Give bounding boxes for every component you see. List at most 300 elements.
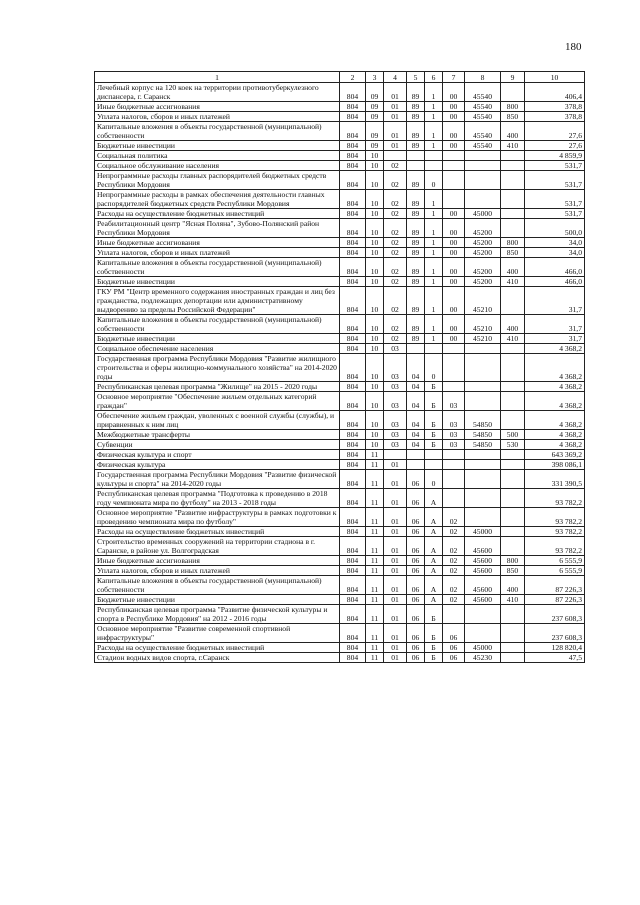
row-value-cell: 0 <box>425 470 443 489</box>
row-value-cell <box>465 190 501 209</box>
row-name-cell: Основное мероприятие "Развитие инфраструктуры в рамках подготовки к проведению чемпионата мира по футболу" <box>95 508 340 527</box>
row-value-cell: 804 <box>340 334 366 344</box>
row-value-cell: 45200 <box>465 277 501 287</box>
row-value-cell: 4 859,9 <box>525 151 585 161</box>
row-value-cell <box>443 470 465 489</box>
row-value-cell <box>465 605 501 624</box>
row-value-cell: 89 <box>407 122 425 141</box>
row-value-cell: А <box>425 556 443 566</box>
row-value-cell: 93 782,2 <box>525 489 585 508</box>
row-value-cell <box>501 161 525 171</box>
row-value-cell: 03 <box>384 344 407 354</box>
row-value-cell: 01 <box>384 122 407 141</box>
row-value-cell: 804 <box>340 460 366 470</box>
row-value-cell: 10 <box>366 219 384 238</box>
row-value-cell: 804 <box>340 489 366 508</box>
row-value-cell: 804 <box>340 595 366 605</box>
row-value-cell: 06 <box>407 556 425 566</box>
row-name-cell: Уплата налогов, сборов и иных платежей <box>95 566 340 576</box>
row-value-cell: 45000 <box>465 643 501 653</box>
row-value-cell <box>465 450 501 460</box>
column-header: 8 <box>465 72 501 83</box>
row-name-cell: Иные бюджетные ассигнования <box>95 102 340 112</box>
row-value-cell: 406,4 <box>525 83 585 102</box>
row-value-cell: 45600 <box>465 556 501 566</box>
row-value-cell: 34,0 <box>525 238 585 248</box>
table-row <box>95 190 585 209</box>
row-value-cell: 06 <box>443 653 465 663</box>
row-value-cell: 11 <box>366 489 384 508</box>
row-value-cell: 02 <box>384 219 407 238</box>
row-value-cell: 804 <box>340 470 366 489</box>
row-value-cell: 804 <box>340 248 366 258</box>
row-value-cell: 01 <box>384 83 407 102</box>
table-row <box>95 508 585 527</box>
row-value-cell: 89 <box>407 334 425 344</box>
row-value-cell: 850 <box>501 566 525 576</box>
row-value-cell: 6 555,9 <box>525 556 585 566</box>
column-header: 2 <box>340 72 366 83</box>
row-value-cell: 10 <box>366 161 384 171</box>
row-value-cell: 804 <box>340 344 366 354</box>
row-value-cell <box>501 171 525 190</box>
row-value-cell: 45540 <box>465 83 501 102</box>
row-value-cell <box>425 460 443 470</box>
column-header: 9 <box>501 72 525 83</box>
row-value-cell: 531,7 <box>525 190 585 209</box>
row-name-cell: Основное мероприятие "Развитие современной спортивной инфраструктуры" <box>95 624 340 643</box>
row-value-cell <box>501 190 525 209</box>
row-value-cell: 31,7 <box>525 287 585 315</box>
row-value-cell: 01 <box>384 576 407 595</box>
row-value-cell: 03 <box>384 354 407 382</box>
row-value-cell: 45540 <box>465 112 501 122</box>
row-value-cell: 02 <box>443 527 465 537</box>
row-value-cell: 09 <box>366 83 384 102</box>
row-value-cell: 45000 <box>465 209 501 219</box>
row-value-cell: 804 <box>340 190 366 209</box>
table-row <box>95 102 585 112</box>
row-name-cell: Иные бюджетные ассигнования <box>95 238 340 248</box>
row-value-cell: 1 <box>425 219 443 238</box>
row-value-cell: 02 <box>443 537 465 556</box>
row-value-cell: 400 <box>501 122 525 141</box>
budget-table <box>94 71 585 663</box>
row-value-cell: 00 <box>443 287 465 315</box>
row-value-cell: 89 <box>407 258 425 277</box>
row-name-cell: Расходы на осуществление бюджетных инвестиций <box>95 209 340 219</box>
row-value-cell: 45000 <box>465 527 501 537</box>
row-value-cell: 02 <box>443 566 465 576</box>
row-value-cell <box>407 161 425 171</box>
row-value-cell: 89 <box>407 277 425 287</box>
row-name-cell: Социальное обслуживание населения <box>95 161 340 171</box>
row-name-cell: Основное мероприятие "Обеспечение жильем отдельных категорий граждан" <box>95 392 340 411</box>
row-value-cell: 804 <box>340 392 366 411</box>
row-value-cell: 89 <box>407 190 425 209</box>
row-value-cell: Б <box>425 643 443 653</box>
row-value-cell: 45200 <box>465 238 501 248</box>
row-value-cell: 804 <box>340 277 366 287</box>
row-value-cell <box>501 151 525 161</box>
row-name-cell: Государственная программа Республики Мордовия "Развитие физической культуры и спорта" на 2014-2020 годы <box>95 470 340 489</box>
row-value-cell: 02 <box>384 190 407 209</box>
row-value-cell: 06 <box>443 624 465 643</box>
table-row <box>95 595 585 605</box>
row-value-cell: 10 <box>366 151 384 161</box>
row-value-cell: 11 <box>366 470 384 489</box>
row-value-cell: 02 <box>384 248 407 258</box>
row-value-cell: 06 <box>407 470 425 489</box>
row-value-cell <box>425 151 443 161</box>
row-value-cell <box>501 209 525 219</box>
row-value-cell: 00 <box>443 238 465 248</box>
row-value-cell: 03 <box>384 392 407 411</box>
row-value-cell: 00 <box>443 102 465 112</box>
row-value-cell: 01 <box>384 595 407 605</box>
row-value-cell: Б <box>425 605 443 624</box>
row-value-cell: 06 <box>407 653 425 663</box>
row-value-cell: 04 <box>407 430 425 440</box>
table-row <box>95 392 585 411</box>
row-value-cell: 01 <box>384 470 407 489</box>
column-header: 3 <box>366 72 384 83</box>
table-row <box>95 527 585 537</box>
row-value-cell: 11 <box>366 527 384 537</box>
row-value-cell: 93 782,2 <box>525 537 585 556</box>
row-value-cell: 31,7 <box>525 334 585 344</box>
row-value-cell: 45200 <box>465 248 501 258</box>
row-value-cell: 398 086,1 <box>525 460 585 470</box>
row-value-cell: 1 <box>425 258 443 277</box>
row-value-cell: 804 <box>340 556 366 566</box>
row-value-cell: Б <box>425 430 443 440</box>
row-value-cell: 02 <box>384 334 407 344</box>
row-value-cell: 87 226,3 <box>525 576 585 595</box>
table-row <box>95 287 585 315</box>
row-value-cell: 02 <box>384 287 407 315</box>
row-value-cell: 00 <box>443 122 465 141</box>
row-value-cell: 89 <box>407 102 425 112</box>
row-value-cell: 02 <box>384 277 407 287</box>
row-value-cell: 4 368,2 <box>525 354 585 382</box>
row-value-cell: 06 <box>407 643 425 653</box>
row-value-cell: 11 <box>366 566 384 576</box>
row-value-cell <box>501 624 525 643</box>
row-value-cell: 11 <box>366 508 384 527</box>
table-row <box>95 430 585 440</box>
row-value-cell <box>501 537 525 556</box>
row-value-cell: 03 <box>384 430 407 440</box>
row-value-cell: 10 <box>366 190 384 209</box>
row-name-cell: Обеспечение жильем граждан, уволенных с военной службы (службы), и приравненных к ним лиц <box>95 411 340 430</box>
row-value-cell <box>443 151 465 161</box>
row-value-cell: 45540 <box>465 141 501 151</box>
row-value-cell: 500 <box>501 430 525 440</box>
row-value-cell: 93 782,2 <box>525 527 585 537</box>
row-value-cell: 89 <box>407 209 425 219</box>
row-value-cell: 11 <box>366 460 384 470</box>
row-value-cell: 10 <box>366 238 384 248</box>
row-value-cell: 804 <box>340 450 366 460</box>
row-value-cell <box>443 354 465 382</box>
row-name-cell: Межбюджетные трансферты <box>95 430 340 440</box>
row-value-cell: А <box>425 595 443 605</box>
row-value-cell <box>501 287 525 315</box>
row-value-cell: 10 <box>366 392 384 411</box>
row-value-cell: 11 <box>366 605 384 624</box>
row-value-cell: 34,0 <box>525 248 585 258</box>
table-row <box>95 537 585 556</box>
column-header-row <box>95 72 585 83</box>
row-value-cell <box>407 450 425 460</box>
row-value-cell <box>465 460 501 470</box>
row-name-cell: Физическая культура и спорт <box>95 450 340 460</box>
row-value-cell: 804 <box>340 508 366 527</box>
row-value-cell: 410 <box>501 595 525 605</box>
row-value-cell: 466,0 <box>525 258 585 277</box>
row-value-cell: 01 <box>384 527 407 537</box>
row-value-cell: 01 <box>384 643 407 653</box>
table-row <box>95 653 585 663</box>
row-value-cell: 01 <box>384 624 407 643</box>
table-row <box>95 334 585 344</box>
row-value-cell: 02 <box>443 595 465 605</box>
row-value-cell: 531,7 <box>525 161 585 171</box>
row-value-cell: 804 <box>340 141 366 151</box>
row-name-cell: Республиканская целевая программа "Подготовка к проведению в 2018 году чемпионата мира по футболу" на 2013 - 2018 годы <box>95 489 340 508</box>
row-value-cell: 01 <box>384 102 407 112</box>
row-value-cell: Б <box>425 411 443 430</box>
row-name-cell: ГКУ РМ "Центр временного содержания иностранных граждан и лиц без гражданства, подлежащих депортации или административному выдворению за пределы Российской Федерации" <box>95 287 340 315</box>
row-value-cell <box>501 382 525 392</box>
row-value-cell: 1 <box>425 334 443 344</box>
row-value-cell: 11 <box>366 595 384 605</box>
row-value-cell <box>443 344 465 354</box>
row-name-cell: Бюджетные инвестиции <box>95 334 340 344</box>
row-value-cell: 10 <box>366 248 384 258</box>
row-name-cell: Расходы на осуществление бюджетных инвестиций <box>95 527 340 537</box>
row-value-cell <box>443 161 465 171</box>
row-value-cell <box>465 161 501 171</box>
row-value-cell: 87 226,3 <box>525 595 585 605</box>
table-row <box>95 83 585 102</box>
row-value-cell: 10 <box>366 315 384 334</box>
row-value-cell <box>465 151 501 161</box>
row-name-cell: Капитальные вложения в объекты государственной (муниципальной) собственности <box>95 258 340 277</box>
row-value-cell: 850 <box>501 112 525 122</box>
row-value-cell: 00 <box>443 219 465 238</box>
row-value-cell: 4 368,2 <box>525 392 585 411</box>
row-value-cell: 01 <box>384 460 407 470</box>
row-value-cell: 400 <box>501 258 525 277</box>
row-value-cell: 89 <box>407 248 425 258</box>
row-value-cell: 04 <box>407 392 425 411</box>
row-value-cell: 804 <box>340 161 366 171</box>
row-value-cell <box>465 624 501 643</box>
row-value-cell <box>443 171 465 190</box>
row-value-cell: 02 <box>384 161 407 171</box>
row-value-cell: 1 <box>425 315 443 334</box>
row-name-cell: Социальное обеспечение населения <box>95 344 340 354</box>
row-value-cell: 45210 <box>465 315 501 334</box>
row-value-cell: 06 <box>407 489 425 508</box>
row-value-cell: 10 <box>366 440 384 450</box>
row-value-cell <box>501 508 525 527</box>
row-value-cell: 00 <box>443 258 465 277</box>
table-row <box>95 315 585 334</box>
row-name-cell: Физическая культура <box>95 460 340 470</box>
row-value-cell: 02 <box>443 508 465 527</box>
row-value-cell: 1 <box>425 112 443 122</box>
row-value-cell: 804 <box>340 527 366 537</box>
row-value-cell: 10 <box>366 287 384 315</box>
row-value-cell: 06 <box>407 566 425 576</box>
row-value-cell: 410 <box>501 141 525 151</box>
row-value-cell: 06 <box>407 595 425 605</box>
row-value-cell: 11 <box>366 643 384 653</box>
row-value-cell <box>501 527 525 537</box>
row-value-cell: 54850 <box>465 430 501 440</box>
row-value-cell: 45600 <box>465 595 501 605</box>
row-value-cell: 804 <box>340 315 366 334</box>
row-value-cell: 466,0 <box>525 277 585 287</box>
row-value-cell: А <box>425 489 443 508</box>
row-value-cell: 02 <box>384 258 407 277</box>
row-value-cell: 27,6 <box>525 141 585 151</box>
row-value-cell: 800 <box>501 238 525 248</box>
row-value-cell: 10 <box>366 344 384 354</box>
row-value-cell: 531,7 <box>525 209 585 219</box>
row-value-cell: 378,8 <box>525 112 585 122</box>
row-value-cell <box>465 344 501 354</box>
row-value-cell: 06 <box>407 527 425 537</box>
row-value-cell: 800 <box>501 556 525 566</box>
column-header: 1 <box>95 72 340 83</box>
row-value-cell: Б <box>425 392 443 411</box>
row-value-cell: 804 <box>340 219 366 238</box>
row-value-cell <box>465 489 501 508</box>
table-row <box>95 411 585 430</box>
row-value-cell: 45210 <box>465 334 501 344</box>
row-value-cell: 03 <box>443 430 465 440</box>
row-value-cell <box>465 354 501 382</box>
row-value-cell <box>465 508 501 527</box>
row-value-cell: 410 <box>501 277 525 287</box>
row-value-cell: А <box>425 537 443 556</box>
row-value-cell <box>501 392 525 411</box>
row-value-cell: 804 <box>340 258 366 277</box>
row-name-cell: Непрограммные расходы главных распорядителей бюджетных средств Республики Мордовия <box>95 171 340 190</box>
row-name-cell: Непрограммные расходы в рамках обеспечения деятельности главных распорядителей бюджетных средств Республики Мордовия <box>95 190 340 209</box>
row-value-cell: 06 <box>407 576 425 595</box>
row-value-cell: 89 <box>407 112 425 122</box>
table-row <box>95 624 585 643</box>
row-value-cell: 04 <box>407 411 425 430</box>
row-value-cell: 89 <box>407 287 425 315</box>
row-value-cell: 02 <box>443 556 465 566</box>
row-value-cell: 804 <box>340 354 366 382</box>
row-value-cell: 804 <box>340 430 366 440</box>
row-value-cell: 09 <box>366 122 384 141</box>
table-row <box>95 460 585 470</box>
row-value-cell <box>443 382 465 392</box>
row-value-cell <box>465 392 501 411</box>
row-value-cell: 10 <box>366 277 384 287</box>
row-value-cell: А <box>425 576 443 595</box>
row-value-cell: 4 368,2 <box>525 344 585 354</box>
table-row <box>95 277 585 287</box>
row-value-cell <box>407 460 425 470</box>
row-value-cell: 0 <box>425 354 443 382</box>
row-name-cell: Социальная политика <box>95 151 340 161</box>
row-name-cell: Лечебный корпус на 120 коек на территории противотуберкулезного диспансера, г. Саранск <box>95 83 340 102</box>
row-value-cell <box>407 344 425 354</box>
row-value-cell: 04 <box>407 382 425 392</box>
column-header: 7 <box>443 72 465 83</box>
row-name-cell: Бюджетные инвестиции <box>95 595 340 605</box>
row-value-cell: Б <box>425 653 443 663</box>
row-value-cell: 01 <box>384 508 407 527</box>
row-value-cell: 89 <box>407 83 425 102</box>
table-row <box>95 141 585 151</box>
row-value-cell: 804 <box>340 605 366 624</box>
row-value-cell: 10 <box>366 209 384 219</box>
row-value-cell: 0 <box>425 171 443 190</box>
column-header: 4 <box>384 72 407 83</box>
row-name-cell: Бюджетные инвестиции <box>95 141 340 151</box>
row-value-cell <box>384 450 407 460</box>
row-value-cell <box>443 605 465 624</box>
row-value-cell: 89 <box>407 238 425 248</box>
row-value-cell: 1 <box>425 238 443 248</box>
row-value-cell: 11 <box>366 653 384 663</box>
row-value-cell: 804 <box>340 122 366 141</box>
row-value-cell: 643 369,2 <box>525 450 585 460</box>
row-value-cell <box>443 489 465 508</box>
table-row <box>95 171 585 190</box>
row-name-cell: Бюджетные инвестиции <box>95 277 340 287</box>
row-value-cell: А <box>425 566 443 576</box>
row-value-cell: 4 368,2 <box>525 440 585 450</box>
row-value-cell <box>501 83 525 102</box>
row-value-cell: 03 <box>384 411 407 430</box>
row-value-cell <box>384 151 407 161</box>
row-value-cell <box>425 344 443 354</box>
row-value-cell: 01 <box>384 653 407 663</box>
row-value-cell: 1 <box>425 248 443 258</box>
row-value-cell: 237 608,3 <box>525 605 585 624</box>
row-value-cell: 06 <box>407 624 425 643</box>
row-value-cell: 00 <box>443 209 465 219</box>
row-value-cell: 400 <box>501 576 525 595</box>
row-value-cell: 03 <box>384 382 407 392</box>
row-value-cell: 804 <box>340 576 366 595</box>
row-value-cell: 04 <box>407 354 425 382</box>
row-value-cell: 54850 <box>465 411 501 430</box>
row-value-cell <box>425 450 443 460</box>
row-value-cell <box>501 460 525 470</box>
table-row <box>95 643 585 653</box>
row-value-cell <box>501 219 525 238</box>
row-value-cell <box>501 653 525 663</box>
row-value-cell: 01 <box>384 489 407 508</box>
row-value-cell <box>465 171 501 190</box>
row-value-cell: 45540 <box>465 122 501 141</box>
row-value-cell: 00 <box>443 277 465 287</box>
row-value-cell: 89 <box>407 315 425 334</box>
row-value-cell: 804 <box>340 171 366 190</box>
